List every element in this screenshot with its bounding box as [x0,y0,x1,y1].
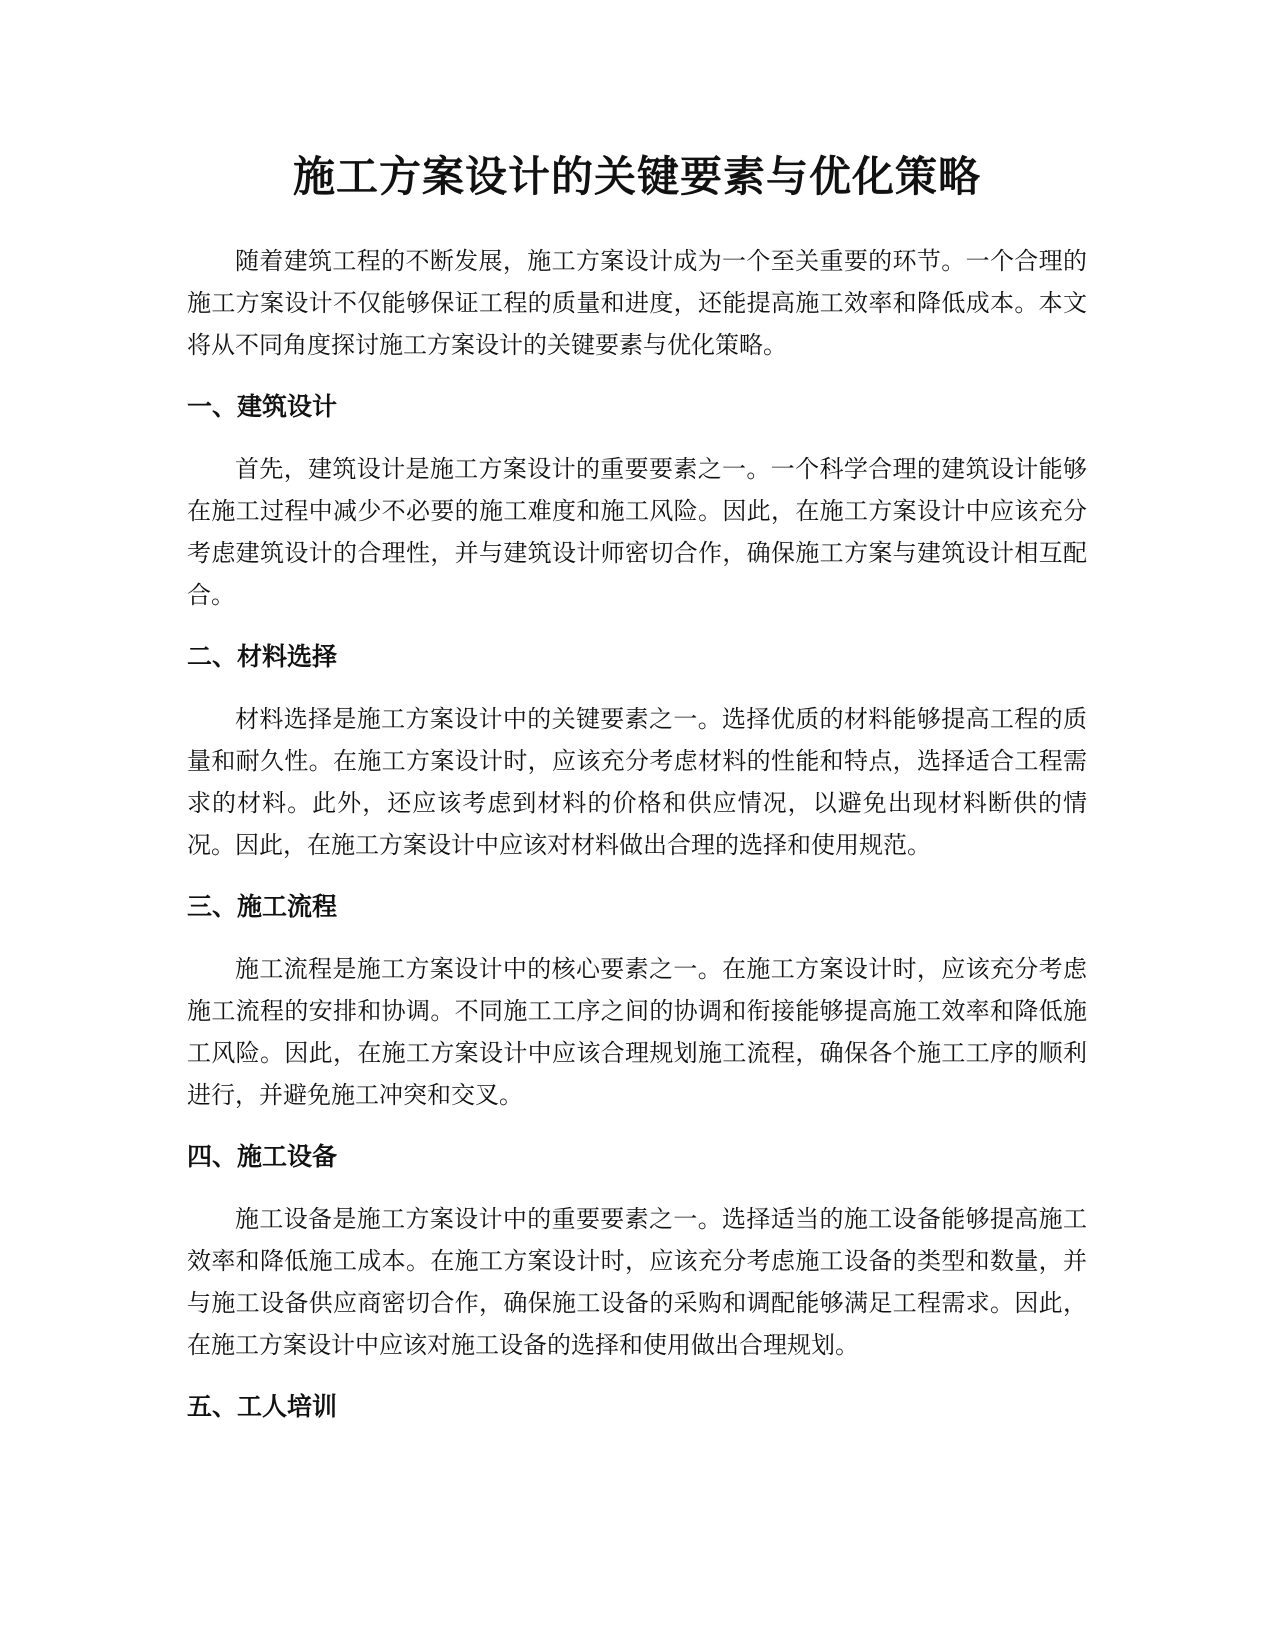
section-body-architecture: 首先，建筑设计是施工方案设计的重要要素之一。一个科学合理的建筑设计能够在施工过程中减少不必要的施工难度和施工风险。因此，在施工方案设计中应该充分考虑建筑设计的合理性，并与建筑设计师密切合作，确保施工方案与建筑设计相互配合。 [187,455,1087,609]
section-heading-process: 三、施工流程 [187,892,338,921]
section-heading-materials: 二、材料选择 [187,642,338,671]
document-content [187,148,1087,1448]
intro-paragraph: 随着建筑工程的不断发展，施工方案设计成为一个至关重要的环节。一个合理的施工方案设计不仅能够保证工程的质量和进度，还能提高施工效率和降低成本。本文将从不同角度探讨施工方案设计的关键要素与优化策略。 [187,247,1087,359]
section-body-process: 施工流程是施工方案设计中的核心要素之一。在施工方案设计时，应该充分考虑施工流程的安排和协调。不同施工工序之间的协调和衔接能够提高施工效率和降低施工风险。因此，在施工方案设计中应该合理规划施工流程，确保各个施工工序的顺利进行，并避免施工冲突和交叉。 [187,955,1087,1109]
section-heading-equipment: 四、施工设备 [187,1142,338,1171]
section-body-materials: 材料选择是施工方案设计中的关键要素之一。选择优质的材料能够提高工程的质量和耐久性。在施工方案设计时，应该充分考虑材料的性能和特点，选择适合工程需求的材料。此外，还应该考虑到材料的价格和供应情况，以避免出现材料断供的情况。因此，在施工方案设计中应该对材料做出合理的选择和使用规范。 [187,705,1087,859]
section-heading-training: 五、工人培训 [187,1392,338,1421]
section-body-equipment: 施工设备是施工方案设计中的重要要素之一。选择适当的施工设备能够提高施工效率和降低施工成本。在施工方案设计时，应该充分考虑施工设备的类型和数量，并与施工设备供应商密切合作，确保施工设备的采购和调配能够满足工程需求。因此，在施工方案设计中应该对施工设备的选择和使用做出合理规划。 [187,1205,1087,1359]
document-title: 施工方案设计的关键要素与优化策略 [292,152,981,201]
section-heading-architecture: 一、建筑设计 [187,392,338,421]
